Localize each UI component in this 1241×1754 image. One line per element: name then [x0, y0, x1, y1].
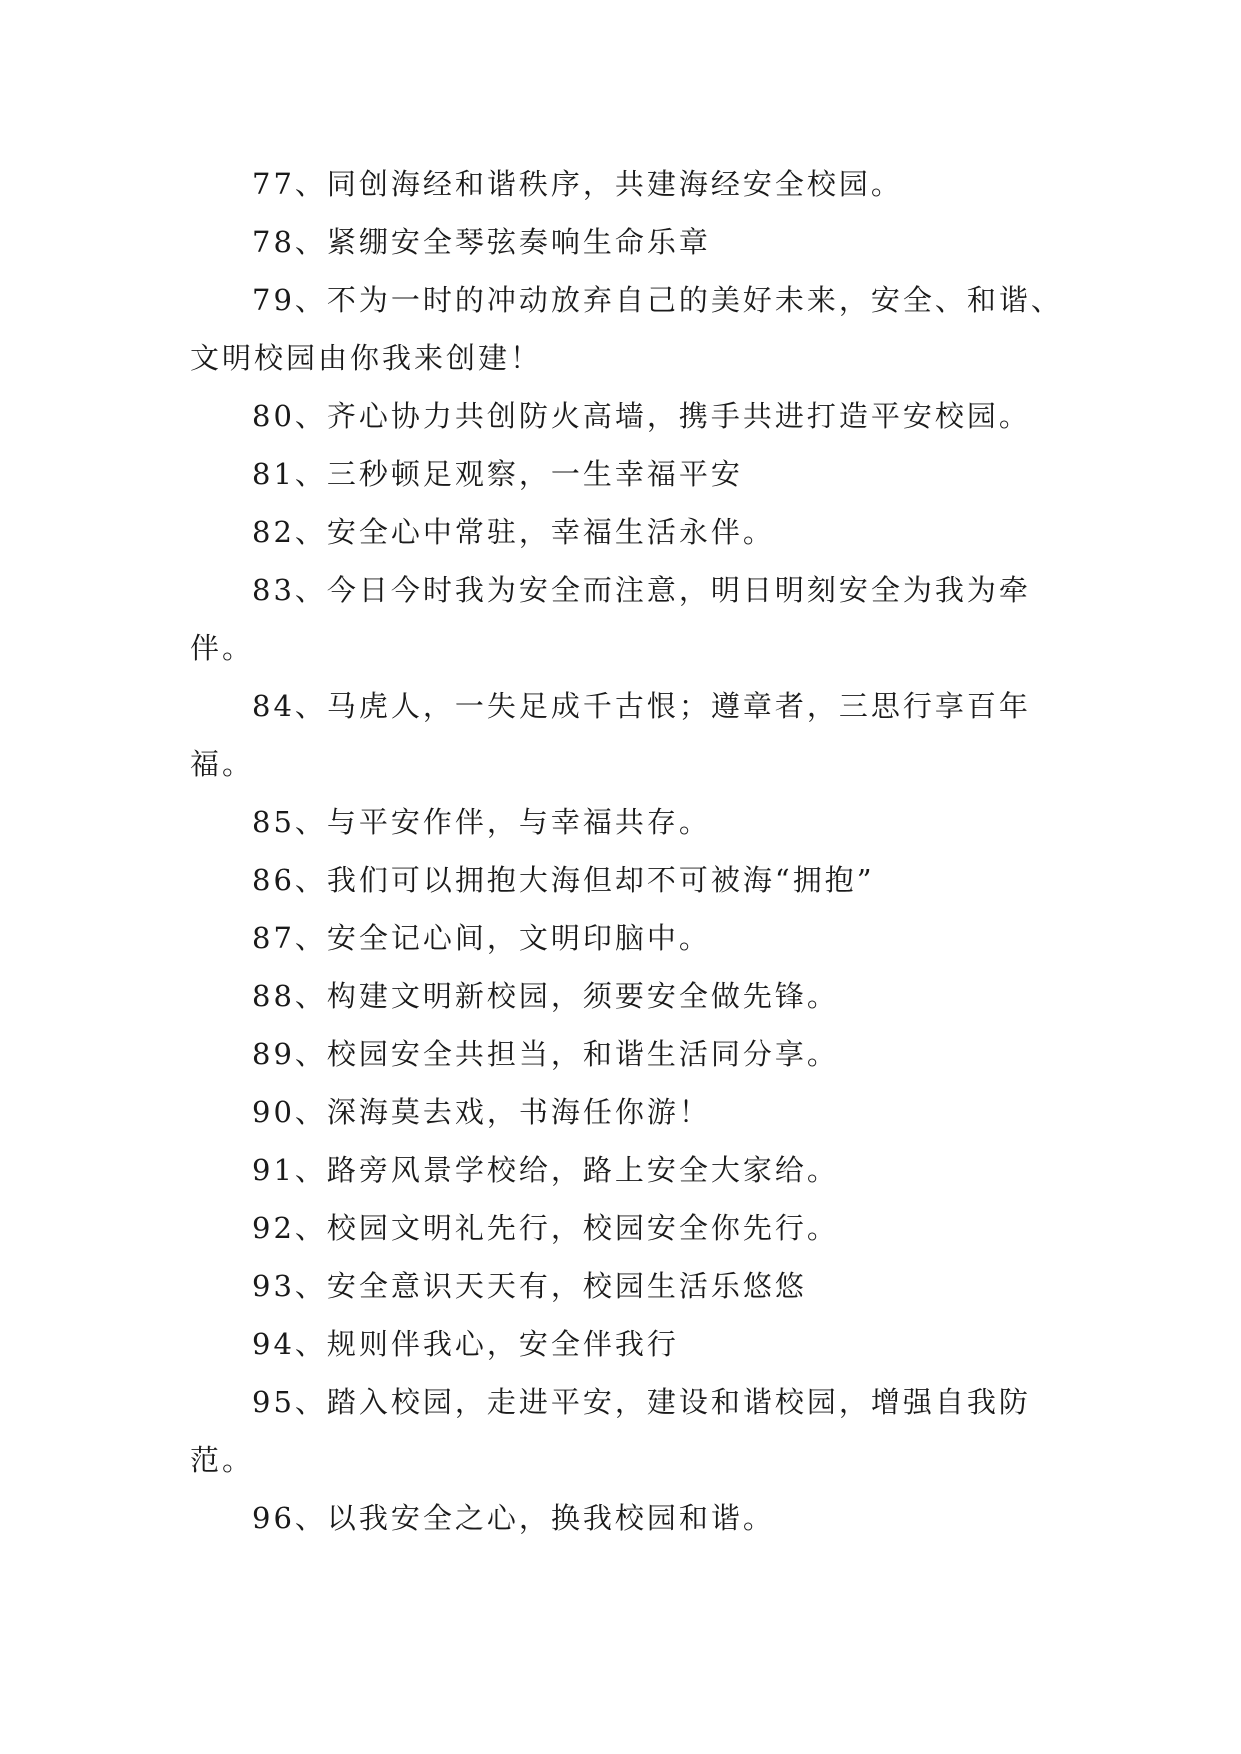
slogan-83: 83、今日今时我为安全而注意，明日明刻安全为我为牵伴。: [190, 573, 1031, 665]
slogan-79: 79、不为一时的冲动放弃自己的美好未来，安全、和谐、文明校园由你我来创建！: [190, 283, 1063, 375]
slogan-91: 91、路旁风景学校给，路上安全大家给。: [252, 1153, 839, 1187]
slogan-84: 84、马虎人，一失足成千古恨；遵章者，三思行享百年福。: [190, 689, 1031, 781]
slogan-77: 77、同创海经和谐秩序，共建海经安全校园。: [252, 167, 903, 201]
slogan-89: 89、校园安全共担当，和谐生活同分享。: [252, 1037, 839, 1071]
slogan-94: 94、规则伴我心，安全伴我行: [252, 1327, 679, 1361]
slogan-78: 78、紧绷安全琴弦奏响生命乐章: [252, 225, 711, 259]
slogan-93: 93、安全意识天天有，校园生活乐悠悠: [252, 1269, 807, 1303]
slogan-90: 90、深海莫去戏，书海任你游！: [252, 1095, 711, 1129]
slogan-87: 87、安全记心间，文明印脑中。: [252, 921, 711, 955]
slogan-88: 88、构建文明新校园，须要安全做先锋。: [252, 979, 839, 1013]
slogan-85: 85、与平安作伴，与幸福共存。: [252, 805, 711, 839]
slogan-95: 95、踏入校园，走进平安，建设和谐校园，增强自我防范。: [190, 1385, 1031, 1477]
slogan-82: 82、安全心中常驻，幸福生活永伴。: [252, 515, 775, 549]
slogan-list: [190, 155, 1070, 1547]
slogan-96: 96、以我安全之心，换我校园和谐。: [252, 1501, 775, 1535]
slogan-92: 92、校园文明礼先行，校园安全你先行。: [252, 1211, 839, 1245]
slogan-86: 86、我们可以拥抱大海但却不可被海“拥抱”: [252, 863, 875, 897]
slogan-80: 80、齐心协力共创防火高墙，携手共进打造平安校园。: [252, 399, 1031, 433]
slogan-81: 81、三秒顿足观察，一生幸福平安: [252, 457, 743, 491]
